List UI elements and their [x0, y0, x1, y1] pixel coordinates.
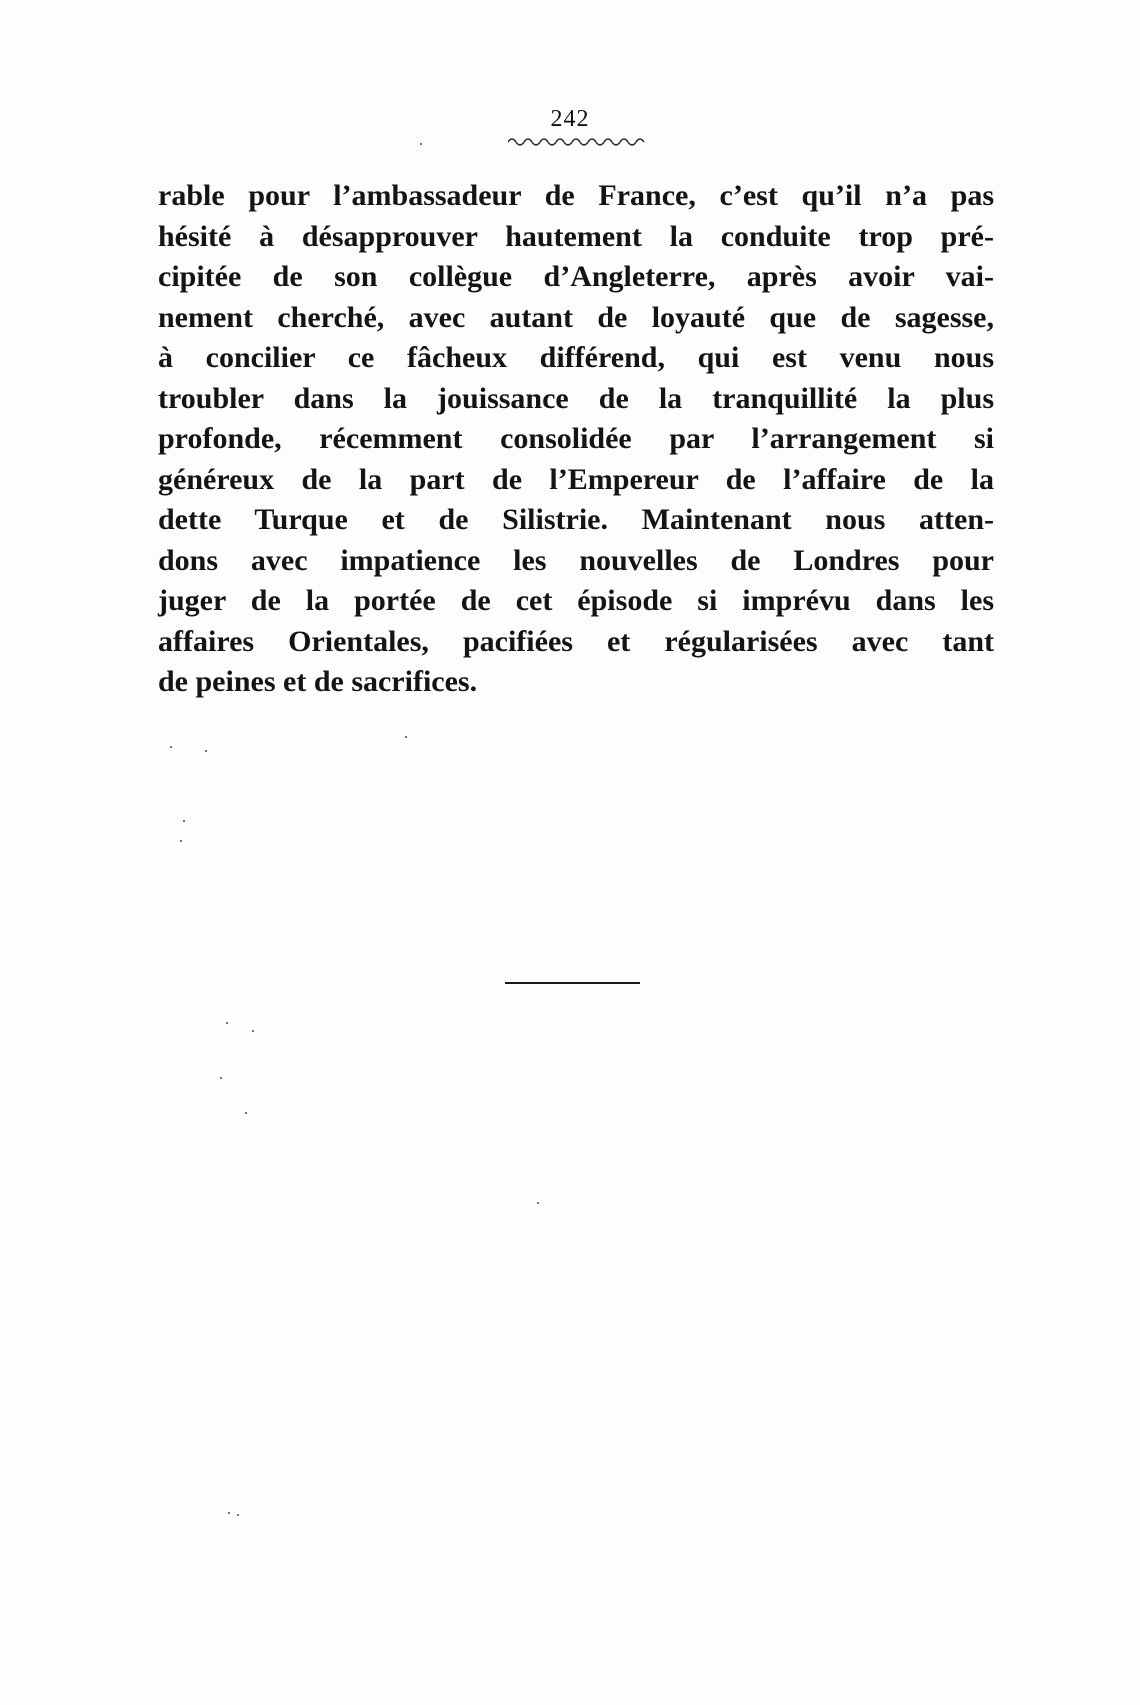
scan-speck: [245, 1112, 247, 1114]
scan-speck: [228, 1512, 230, 1514]
text-line: nement cherché, avec autant de loyauté que de sagesse,: [158, 300, 994, 334]
text-line: dons avec impatience les nouvelles de Londres pour: [158, 543, 994, 577]
scan-speck: [183, 820, 185, 822]
page-number: 242: [550, 106, 590, 132]
body-text: [158, 176, 994, 703]
wavy-ornament: [508, 136, 648, 148]
scan-speck: [420, 143, 422, 145]
scan-speck: [537, 1202, 539, 1204]
text-line: profonde, récemment consolidée par l’arrangement si: [158, 422, 994, 455]
text-line: de peines et de sacrifices.: [158, 665, 478, 698]
text-line: hésité à désapprouver hautement la conduite trop pré-: [158, 219, 994, 253]
text-line: affaires Orientales, pacifiées et régularisées avec tant: [158, 624, 994, 658]
text-line: cipitée de son collègue d’Angleterre, après avoir vai-: [158, 260, 994, 293]
scan-speck: [252, 1030, 254, 1032]
text-line: rable pour l’ambassadeur de France, c’est qu’il n’a pas: [158, 179, 994, 212]
scan-speck: [205, 750, 207, 752]
scan-speck: [226, 1022, 228, 1024]
text-line: à concilier ce fâcheux différend, qui est venu nous: [158, 341, 994, 374]
scan-speck: [237, 1514, 239, 1516]
scan-speck: [220, 1077, 222, 1079]
text-line: dette Turque et de Silistrie. Maintenant nous atten-: [158, 503, 994, 536]
scan-speck: [170, 746, 172, 748]
scan-speck: [180, 840, 182, 842]
scan-speck: [405, 736, 407, 738]
end-rule: [505, 982, 640, 984]
text-line: troubler dans la jouissance de la tranquillité la plus: [158, 381, 994, 415]
text-line: juger de la portée de cet épisode si imprévu dans les: [158, 584, 994, 617]
text-line: généreux de la part de l’Empereur de l’affaire de la: [158, 462, 994, 496]
